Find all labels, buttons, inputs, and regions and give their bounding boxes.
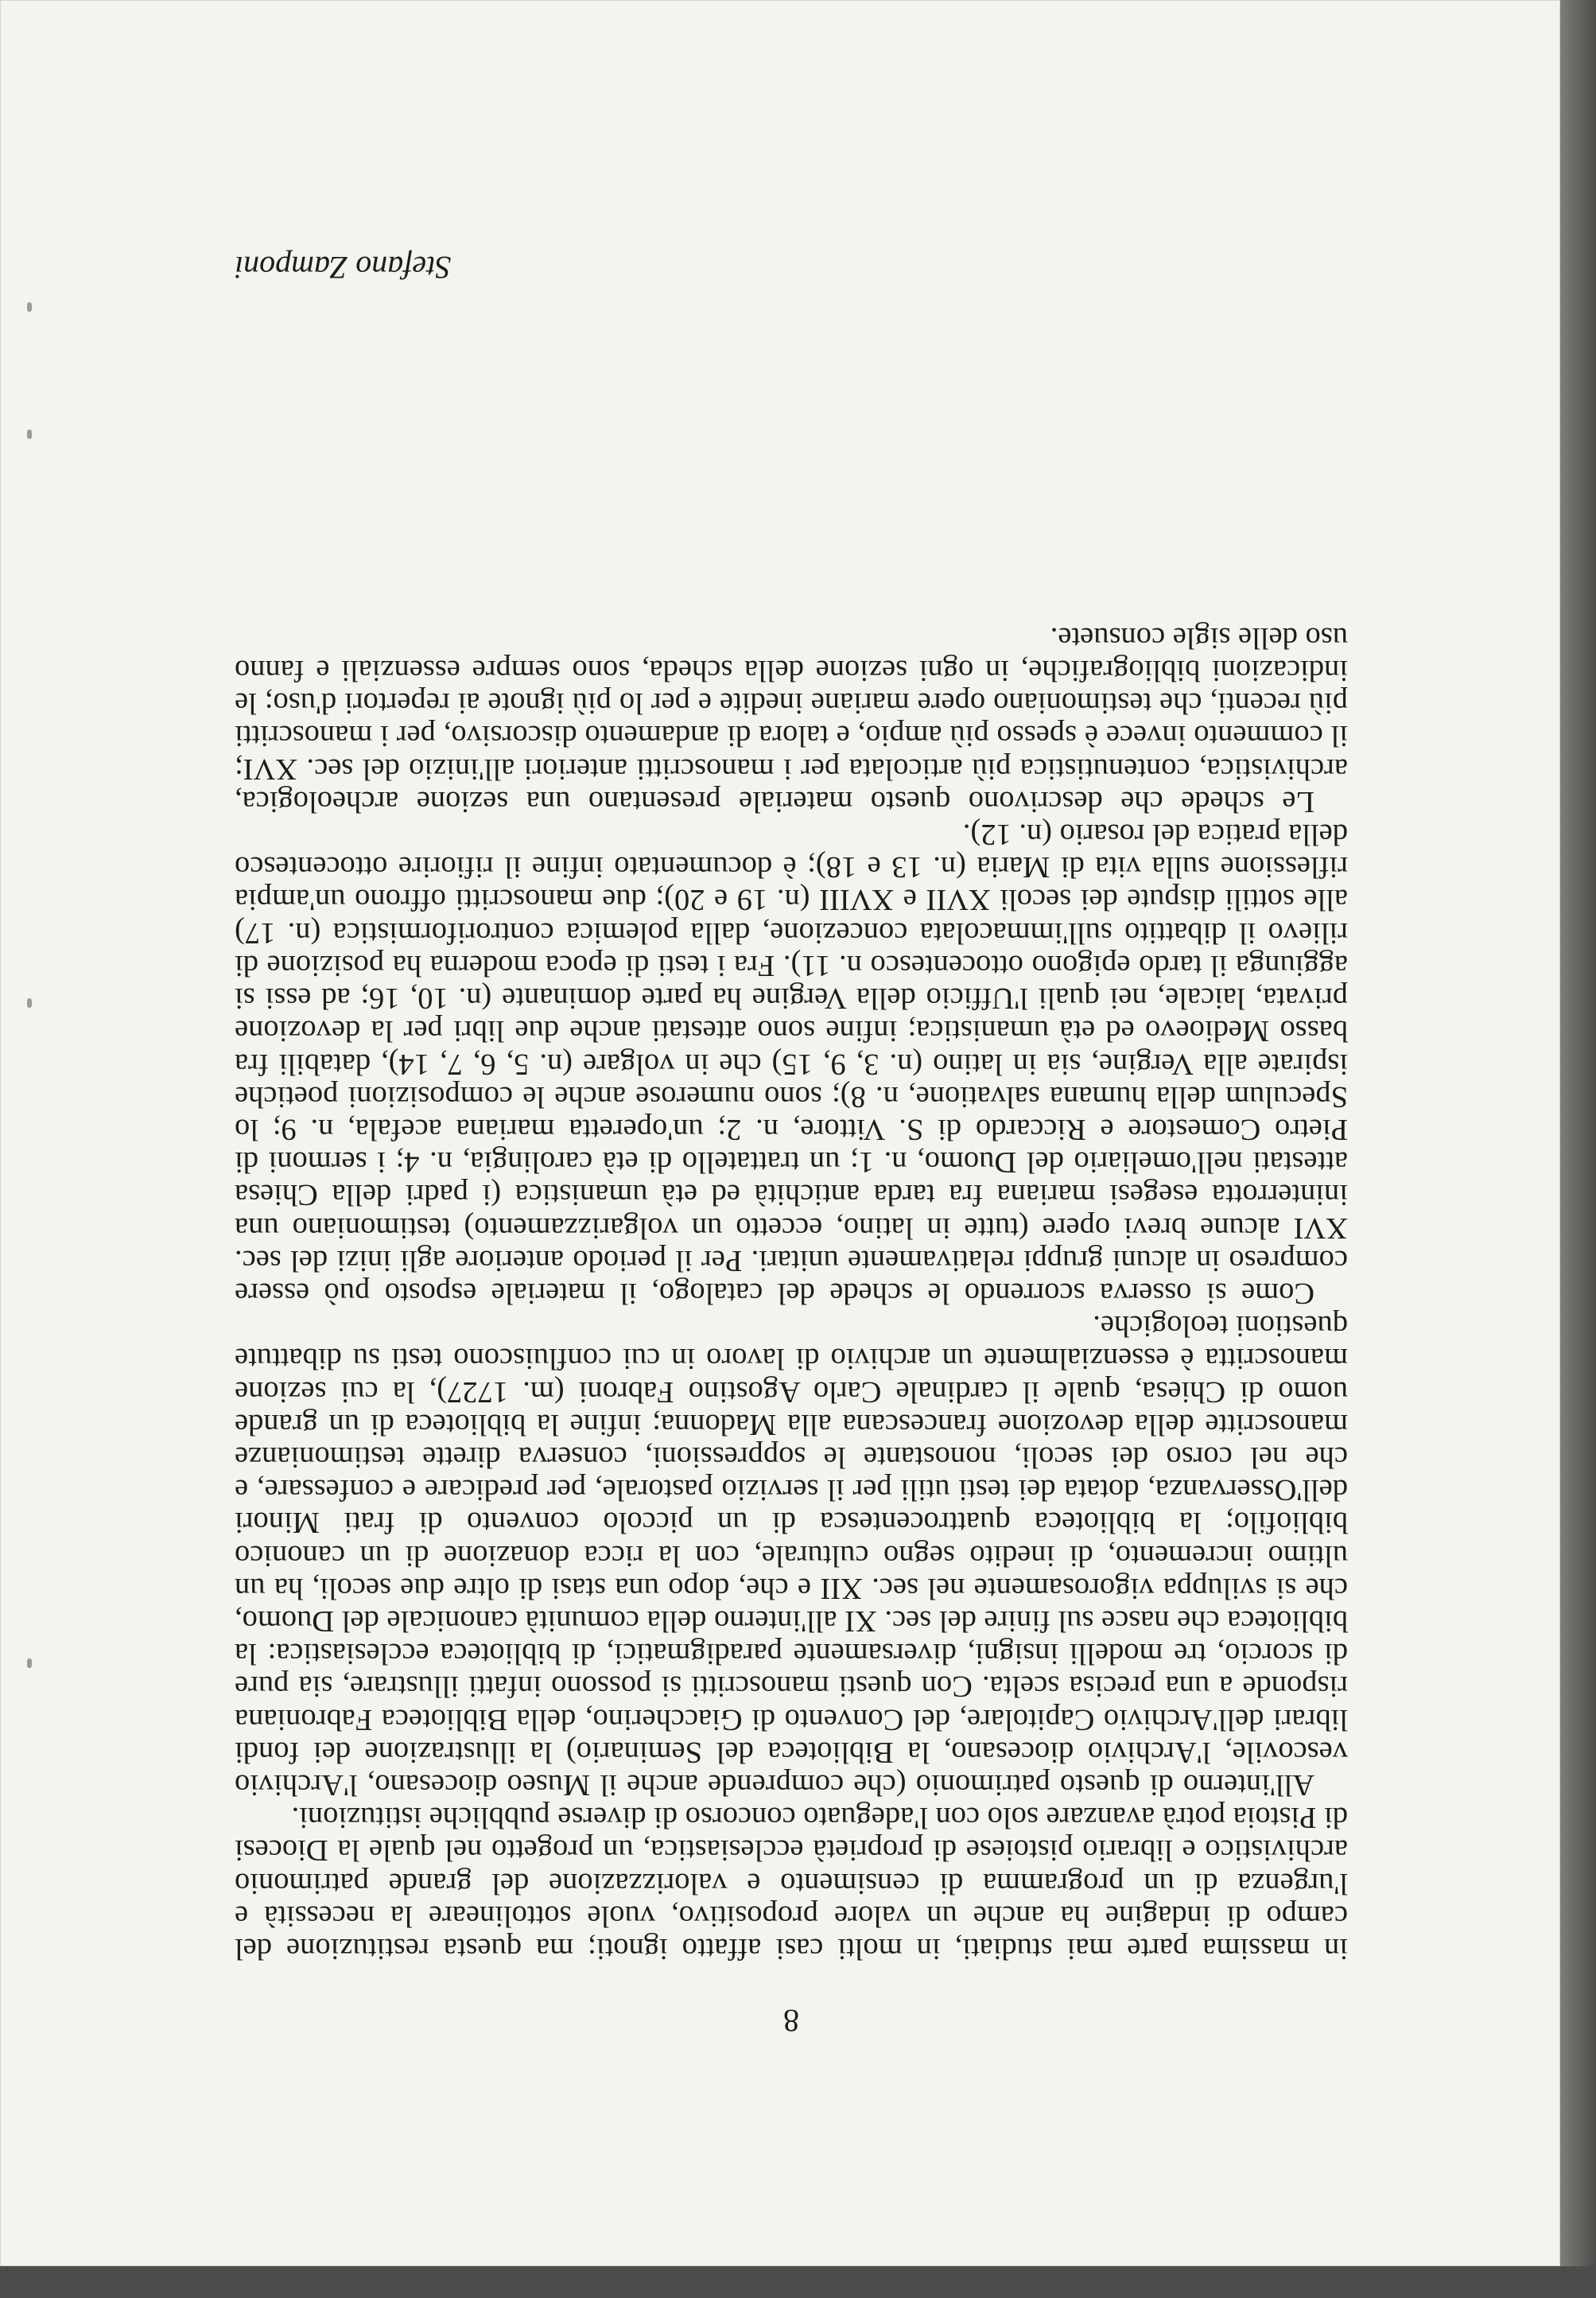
binding-hole-mark	[27, 302, 32, 312]
scanner-backing-bottom	[0, 2266, 1596, 2298]
page-number: 8	[783, 2003, 799, 2039]
paragraph: in massima parte mai studiati, in molti casi affatto ignoti; ma questa restituzione del campo di indagine ha anche un valore propositivo, vuole sottolineare la necessità e l'urgenza di un programma di censimento e valorizzazione del grande patrimonio archivistico e librario pistoiese di proprietà ecclesiastica, un progetto nel quale la Diocesi di Pistoia potrà avanzare solo con l'adeguato concorso di diverse pubbliche istituzioni.	[235, 1801, 1348, 1966]
paragraph: Come si osserva scorrendo le schede del catalogo, il materiale esposto può essere compreso in alcuni gruppi relativamente unitari. Per il periodo anteriore agli inizi del sec. XVI alcune brevi opere (tutte in latino, eccetto un volgarizzamento) testimoniano una ininterrotta esegesi mariana fra tarda antichità ed età umanistica (i padri della Chiesa attestati nell'omeliario del Duomo, n. 1; un trattatello di età carolingia, n. 4; i sermoni di Pietro Comestore e Riccardo di S. Vittore, n. 2; un'operetta mariana acefala, n. 9; lo Speculum della humana salvatione, n. 8); sono numerose anche le composizioni poetiche ispirate alla Vergine, sia in latino (n. 3, 9, 15) che in volgare (n. 5, 6, 7, 14), databili fra basso Medioevo ed età umanistica; infine sono attestati anche due libri per la devozione privata, laicale, nei quali l'Ufficio della Vergine ha parte dominante (n. 10, 16; ad essi si aggiunga il tardo epigono ottocentesco n. 11). Fra i testi di epoca moderna ha posizione di rilievo il dibattito sull'immacolata concezione, dalla polemica controriformistica (n. 17) alle sottili dispute dei secoli XVII e XVIII (n. 19 e 20); due manoscritti offrono un'ampia riflessione sulla vita di Maria (n. 13 e 18); è documentato infine il rifiorire ottocentesco della pratica del rosario (n. 12).	[235, 818, 1348, 1310]
binding-hole-mark	[27, 1658, 32, 1668]
scanner-backing-right	[1560, 0, 1596, 2298]
binding-hole-mark	[27, 430, 32, 439]
author-signature: Stefano Zamponi	[235, 250, 452, 286]
body-text	[235, 621, 1348, 1965]
paragraph: All'interno di questo patrimonio (che comprende anche il Museo diocesano, l'Archivio vescovile, l'Archivio diocesano, la Biblioteca del Seminario) la illustrazione dei fondi librari dell'Archivio Capitolare, del Convento di Giaccherino, della Biblioteca Fabroniana risponde a una precisa scelta. Con questi manoscritti si possono infatti illustrare, sia pure di scorcio, tre modelli insigni, diversamente paradigmatici, di biblioteca ecclesiastica: la biblioteca che nasce sul finire del sec. XI all'interno della comunità canonicale del Duomo, che si sviluppa vigorosamente nel sec. XII e che, dopo una stasi di oltre due secoli, ha un ultimo incremento, di inedito segno culturale, con la ricca donazione di un canonico bibliofilo; la biblioteca quattrocentesca di un piccolo convento di frati Minori dell'Osservanza, dotata dei testi utili per il servizio pastorale, per predicare e confessare, e che nel corso dei secoli, nonostante le soppressioni, conserva dirette testimonianze manoscritte della devozione francescana alla Madonna; infine la biblioteca di un grande uomo di Chiesa, quale il cardinale Carlo Agostino Fabroni (m. 1727), la cui sezione manoscritta è essenzialmente un archivio di lavoro in cui confluiscono testi su dibattute questioni teologiche.	[235, 1309, 1348, 1802]
upside-down-text-block	[235, 183, 1348, 2044]
binding-hole-mark	[27, 998, 32, 1008]
paragraph: Le schede che descrivono questo materiale presentano una sezione archeologica, archivistica, contenutistica più articolata per i manoscritti anteriori all'inizio del sec. XVI; il commento invece è spesso più ampio, e talora di andamento discorsivo, per i manoscritti più recenti, che testimoniano opere mariane inedite e per lo più ignote ai repertori d'uso; le indicazioni bibliografiche, in ogni sezione della scheda, sono sempre essenziali e fanno uso delle sigle consuete.	[235, 620, 1348, 818]
